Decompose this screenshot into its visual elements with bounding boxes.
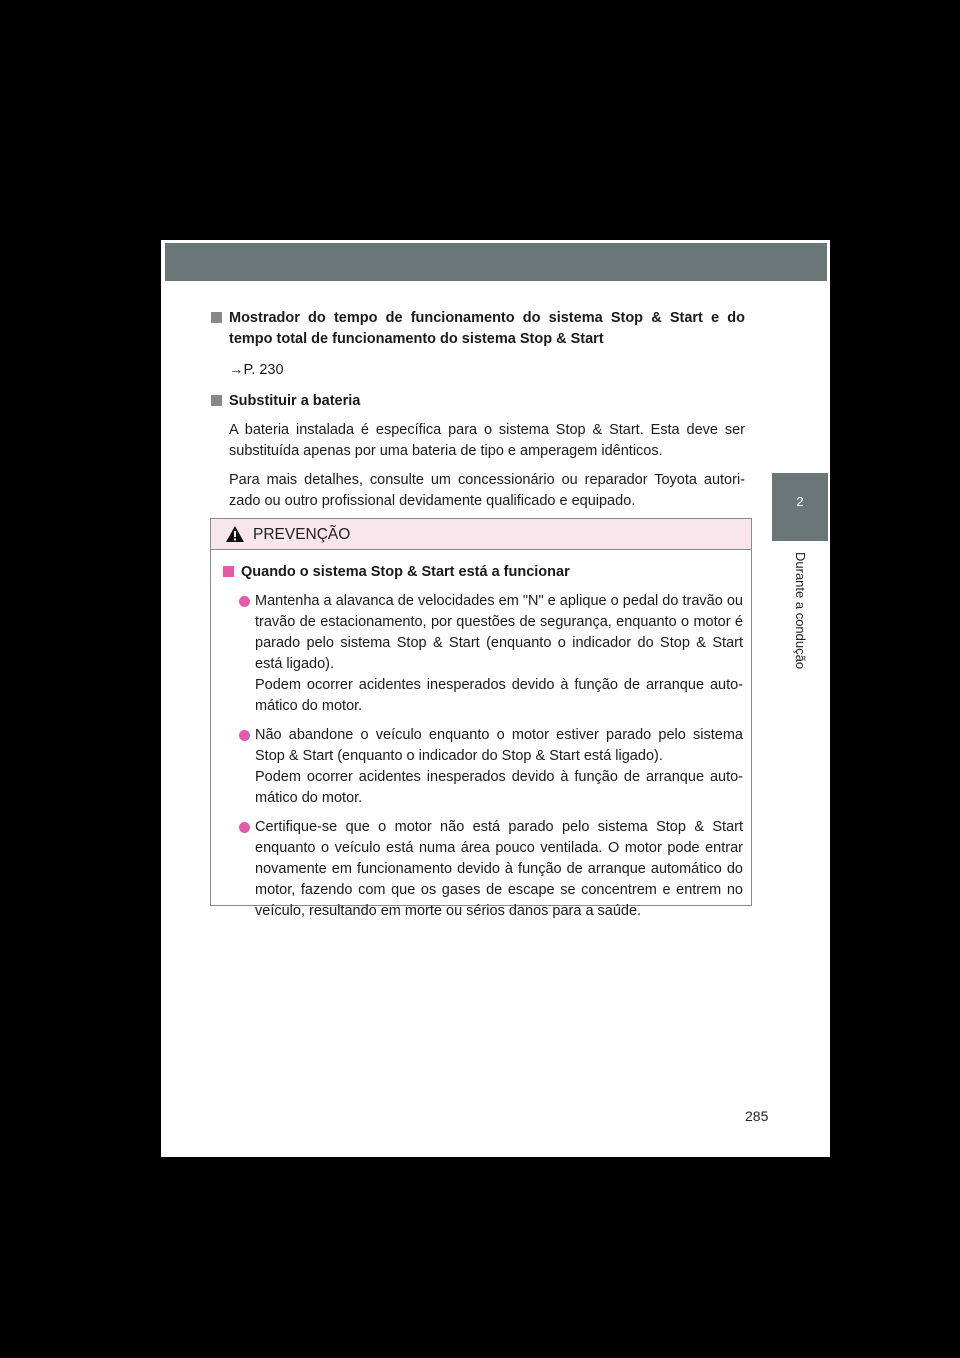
warning-box	[210, 518, 752, 919]
section-heading: Mostrador do tempo de funcionamento do sistema Stop & Start e do tempo total de funcionamento do sistema Stop & Start	[211, 308, 745, 350]
square-bullet-icon	[223, 566, 234, 577]
list-item: Não abandone o veículo enquanto o motor estiver parado pelo sistema Stop & Start (enquanto o indicador do Stop & Start está ligado). Podem ocorrer acidentes inesperados devido à função de arranque auto-mático do motor.	[223, 725, 743, 809]
bullet-dot-icon	[239, 730, 250, 741]
bullet-dot-icon	[239, 596, 250, 607]
manual-page	[161, 240, 830, 1157]
warning-header	[211, 519, 751, 550]
chapter-tab[interactable]: 2	[772, 473, 828, 541]
warning-label: PREVENÇÃO	[253, 525, 351, 543]
warning-triangle-icon	[225, 525, 245, 543]
paragraph: A bateria instalada é específica para o sistema Stop & Start. Esta deve ser substituída apenas por uma bateria de tipo e amperagem idênticos.	[229, 422, 745, 459]
content	[211, 308, 745, 512]
section-heading: Substituir a bateria	[211, 391, 745, 412]
warning-title: Quando o sistema Stop & Start está a funcionar	[223, 562, 743, 583]
bullet-dot-icon	[239, 822, 250, 833]
page-number: 285	[745, 1108, 769, 1124]
list-item: Certifique-se que o motor não está parado pelo sistema Stop & Start enquanto o veículo está numa área pouco ventilada. O motor pode entrar novamente em funcionamento devido à função de arranque automático do motor, fazendo com que os gases de escape se concentrem e entrem no veículo, resultando em morte ou sérios danos para a saúde.	[223, 817, 743, 922]
paragraph: Para mais detalhes, consulte um concessionário ou reparador Toyota autori-zado ou outro profissional devidamente qualificado e equipado.	[229, 472, 745, 509]
header-bar	[165, 243, 827, 281]
square-bullet-icon	[211, 395, 222, 406]
chapter-label: Durante a condução	[793, 552, 808, 670]
list-item: Mantenha a alavanca de velocidades em "N" e aplique o pedal do travão ou travão de estacionamento, por questões de segurança, enquanto o motor é parado pelo sistema Stop & Start (enquanto o indicador do Stop & Start está ligado). Podem ocorrer acidentes inesperados devido à função de arranque auto-mático do motor.	[223, 591, 743, 717]
square-bullet-icon	[211, 312, 222, 323]
page-reference[interactable]: →P. 230	[229, 362, 284, 378]
